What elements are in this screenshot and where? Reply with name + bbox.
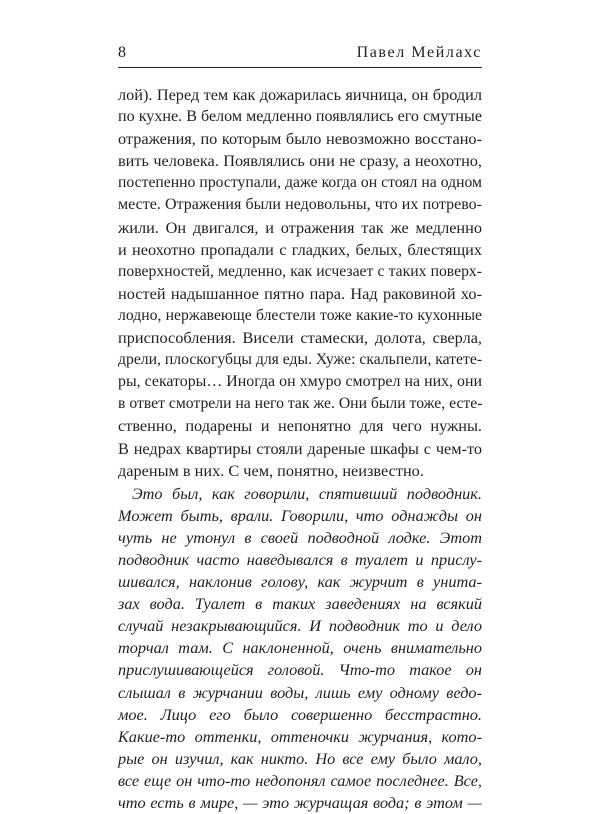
text-line: жили. Он двигался, и отражения так же медленно [118,217,482,237]
text-line: шивался, наклонив голову, как журчит в унита- [118,572,482,592]
text-line: лодно, нержавеюще блестели тоже какие-то кухонные [118,306,482,324]
text-line: мое. Лицо его было совершенно бесстрастно. [118,704,482,724]
header-rule [118,67,482,68]
text-line: дрели, плоскогубцы для еды. Хуже: скальпели, катете- [118,351,483,369]
text-line: дареным в них. С чем, понятно, неизвестно. [118,460,424,480]
running-title: Павел Мейлахс [356,44,482,61]
text-line: В недрах квартиры стояли дареные шкафы с чем-то [118,438,482,458]
body-text [118,84,482,814]
text-line: случай незакрывающийся. И подводник то и дело [118,616,482,636]
header-row [118,41,482,65]
text-line: по кухне. В белом медленно появлялись его смутные [118,108,482,126]
text-line: ры, секаторы… Иногда он хмуро смотрел на них, они [118,373,482,391]
text-line: зах вода. Туалет в таких заведениях на всякий [118,594,482,614]
text-line: вить человека. Появлялись они не сразу, а неохотно, [118,151,482,171]
text-line: отражения, по которым было невозможно восстано- [118,129,482,149]
text-line: подводник часто наведывался в туалет и прислу- [118,549,482,569]
text-line: прислушивающейся головой. Что-то такое он [118,660,482,680]
text-line: лой). Перед тем как дожарилась яичница, он бродил [118,85,482,104]
text-line: Это был, как говорили, спятивший подводник. [132,483,482,503]
paragraph-1 [118,84,482,482]
text-line: рые он изучил, как никто. Но все ему было мало, [118,748,482,768]
text-line: Может быть, врали. Говорили, что однажды он [118,505,482,525]
paragraph-2 [118,483,482,814]
text-line: постепенно проступали, даже когда он стоял на одном [118,174,482,192]
text-line: ственно, подарены и непонятно для чего нужны. [118,416,482,436]
text-line: месте. Отражения были недовольны, что их потрево- [118,196,482,214]
text-line: слышал в журчании воды, лишь ему одному ведо- [118,682,482,702]
text-line: что есть в мире, — это журчащая вода; в этом — [118,793,482,812]
text-line: ностей надышанное пятно пара. Над раковиной хо- [118,283,482,303]
page-number: 8 [118,44,126,61]
text-line: приспособления. Висели стамески, долота, сверла, [118,328,482,348]
text-line: торчал там. С наклоненной, очень внимательно [118,638,482,658]
text-line: все еще он что-то недопонял самое последнее. Все, [118,770,482,790]
text-line: чуть не утонул в своей подводной лодке. Этот [118,527,482,547]
text-line: поверхностей, медленно, как исчезает с таких поверх- [118,262,482,280]
text-line: Какие-то оттенки, оттеночки журчания, кото- [118,726,482,746]
text-line: и неохотно пропадали с гладких, белых, блестящих [118,239,482,259]
text-line: в ответ смотрели на него так же. Они были тоже, есте- [118,395,483,413]
